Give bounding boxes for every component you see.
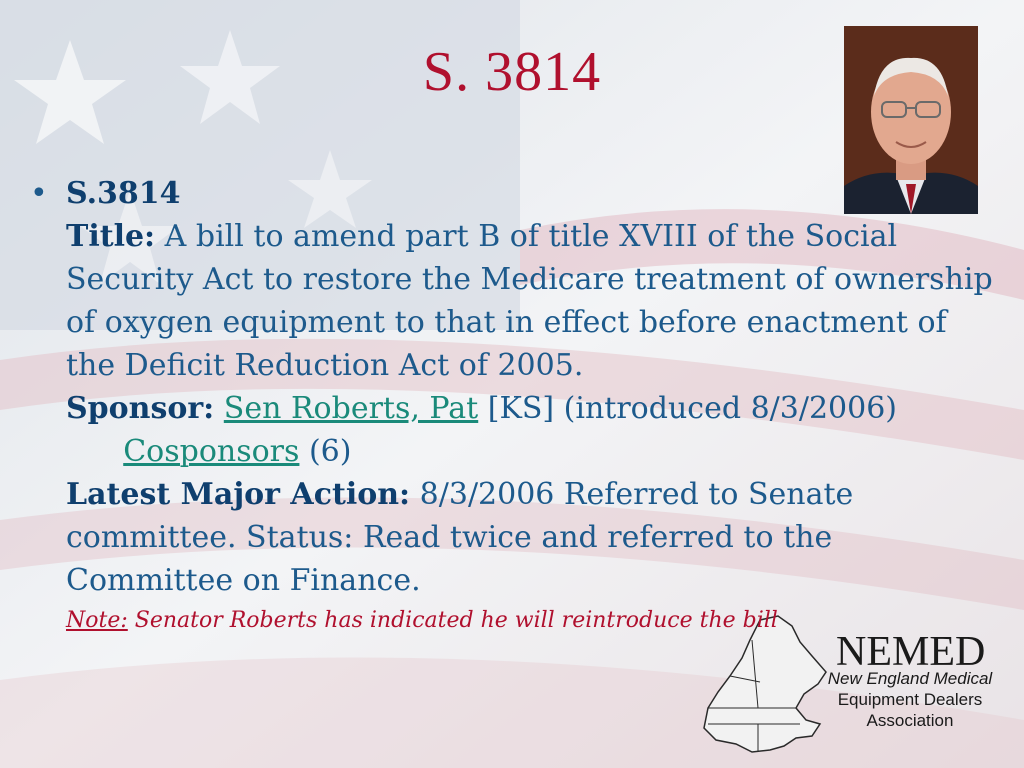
action-label: Latest Major Action:	[66, 477, 411, 512]
title-label: Title:	[66, 219, 156, 254]
slide-title: S. 3814	[422, 41, 602, 103]
bill-id: S.3814	[66, 176, 181, 211]
cosponsors-link[interactable]: Cosponsors	[123, 434, 300, 469]
logo-line-2: Equipment Dealers	[837, 690, 983, 709]
logo-name: NEMED	[836, 629, 986, 675]
bill-action	[66, 473, 998, 602]
logo-line-1: New England Medical	[827, 669, 993, 688]
logo-line-3: Association	[866, 711, 954, 730]
bill-sponsor	[66, 387, 998, 473]
cosponsors-count: (6)	[299, 434, 352, 469]
bill-note	[66, 606, 998, 636]
bill-content	[30, 172, 998, 636]
sponsor-detail: [KS] (introduced 8/3/2006)	[478, 391, 898, 426]
bill-body	[66, 172, 998, 636]
bullet: •	[30, 176, 48, 211]
note-text: Senator Roberts has indicated he will reintroduce the bill	[127, 608, 778, 633]
action-text: 8/3/2006 Referred to Senate committee. Status: Read twice and referred to the Committee on Finance.	[66, 477, 854, 598]
sponsor-link[interactable]: Sen Roberts, Pat	[223, 391, 479, 426]
note-label: Note:	[66, 608, 128, 633]
title-text: A bill to amend part B of title XVIII of the Social Security Act to restore the Medicare treatment of ownership of oxygen equipment to that in effect before enactment of the Deficit Reduction Act of 2005.	[66, 219, 993, 383]
sponsor-label: Sponsor:	[66, 391, 215, 426]
bill-title	[66, 215, 998, 387]
